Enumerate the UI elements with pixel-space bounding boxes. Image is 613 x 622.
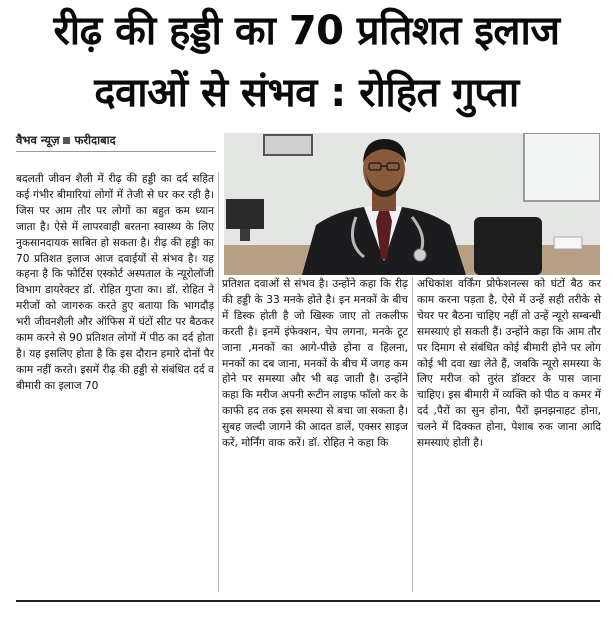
byline [16, 133, 216, 152]
whiteboard [524, 133, 600, 201]
chair [474, 217, 542, 275]
byline-city: फरीदाबाद [74, 133, 116, 147]
headline-line-1: रीढ़ की हड्डी का 70 प्रतिशत इलाज [53, 8, 560, 54]
article-column-1: बदलती जीवन शैली में रीढ़ की हड्डी का दर्द सहित कई गंभीर बीमारियां लोगों में तेजी से घर कर रही है। जिस पर आम तौर पर लोगों का बहुत कम ध्यान जाता है। ऐसे में लापरवाही बरतना स्वास्थ्य के लिए नुकसानदायक साबित हो सकता है। रीढ़ की हड्डी का 70 प्रतिशत इलाज आज दवाईयों से संभव है। यह कहना है कि फोर्टिस एस्कोर्ट अस्पताल के न्यूरोलॉजी विभाग डायरेक्टर डॉ. रोहित गुप्ता का। डॉ. रोहित ने मरीजों को जागरुक करते हुए बताया कि भागदौड़ भरी जीवनशैली और ऑफिस में घंटों सीट पर बैठकर काम करने से 90 प्रतिशत लोगों में पीठ का दर्द होता है। यह इसलिए होता है कि इस दौरान हमारे दोनों पैर काम नहीं करते। इसमें रीढ़ की हड्डी से संबंधित दर्द व बीमारी का इलाज 70 [16, 173, 214, 392]
doctor-illustration [224, 133, 600, 275]
column-divider [218, 172, 219, 592]
column-divider [412, 277, 413, 592]
doctor-photo [224, 133, 600, 275]
article-column-2: प्रतिशत दवाओं से संभव है। उन्होंने कहा कि रीढ़ की हड्डी के 33 मनके होते है। इन मनकों के बीच में डिस्क होती है जो खिस्क जाए तो तकलीफ करती है। इनमें इंफेक्शन, चेप लगना, मनके टूट जाना ,मनकों का आगे-पीछे होना व हिलना, मनकों का दब जाना, मनकों के बीच में जगह कम होने पर समस्या और भी बढ़ जाती है। उन्होंने कहा कि मरीज अपनी रूटीन लाइफ फॉलो कर के काफी हद तक इस समस्या से बचा जा सकता है। सुबह जल्दी जागने की आदत डालें, एक्सर साइज करें, मोर्निंग वाक करें। डॉ. रोहित ने कहा कि [222, 278, 408, 450]
monitor [226, 199, 264, 229]
article-column-3: अधिकांश वर्किंग प्रोफेशनल्स को घंटों बैठ कर काम करना पड़ता है, ऐसे में उन्हें सही तरीके से चेयर पर बैठना चाहिए नहीं तो उन्हें न्यूरो सम्बन्धी समस्याएं हो सकती हैं। उन्होंने कहा कि आम तौर पर दिमाग से संबंधित कोई बीमारी होने पर लोग कोई भी दवा खा लेते हैं, जबकि न्यूरो समस्या के लिए मरीज को तुरंत डॉक्टर के पास जाना चाहिए। इस बीमारी में व्यक्ति को पीठ व कमर में दर्द ,पैरों का सुन होना, पैरों झनझनाहट होना, चलने में दिक्कत होना, पेशाब रुक जाना आदि समस्याएं होती है। [417, 278, 601, 450]
byline-source: वैभव न्यूज़ [16, 133, 60, 147]
bottom-rule [16, 600, 600, 602]
headline [0, 0, 613, 128]
square-bullet-icon [63, 137, 70, 144]
wall-frame [264, 135, 312, 155]
headline-line-2: दवाओं से संभव : रोहित गुप्ता [94, 70, 519, 116]
